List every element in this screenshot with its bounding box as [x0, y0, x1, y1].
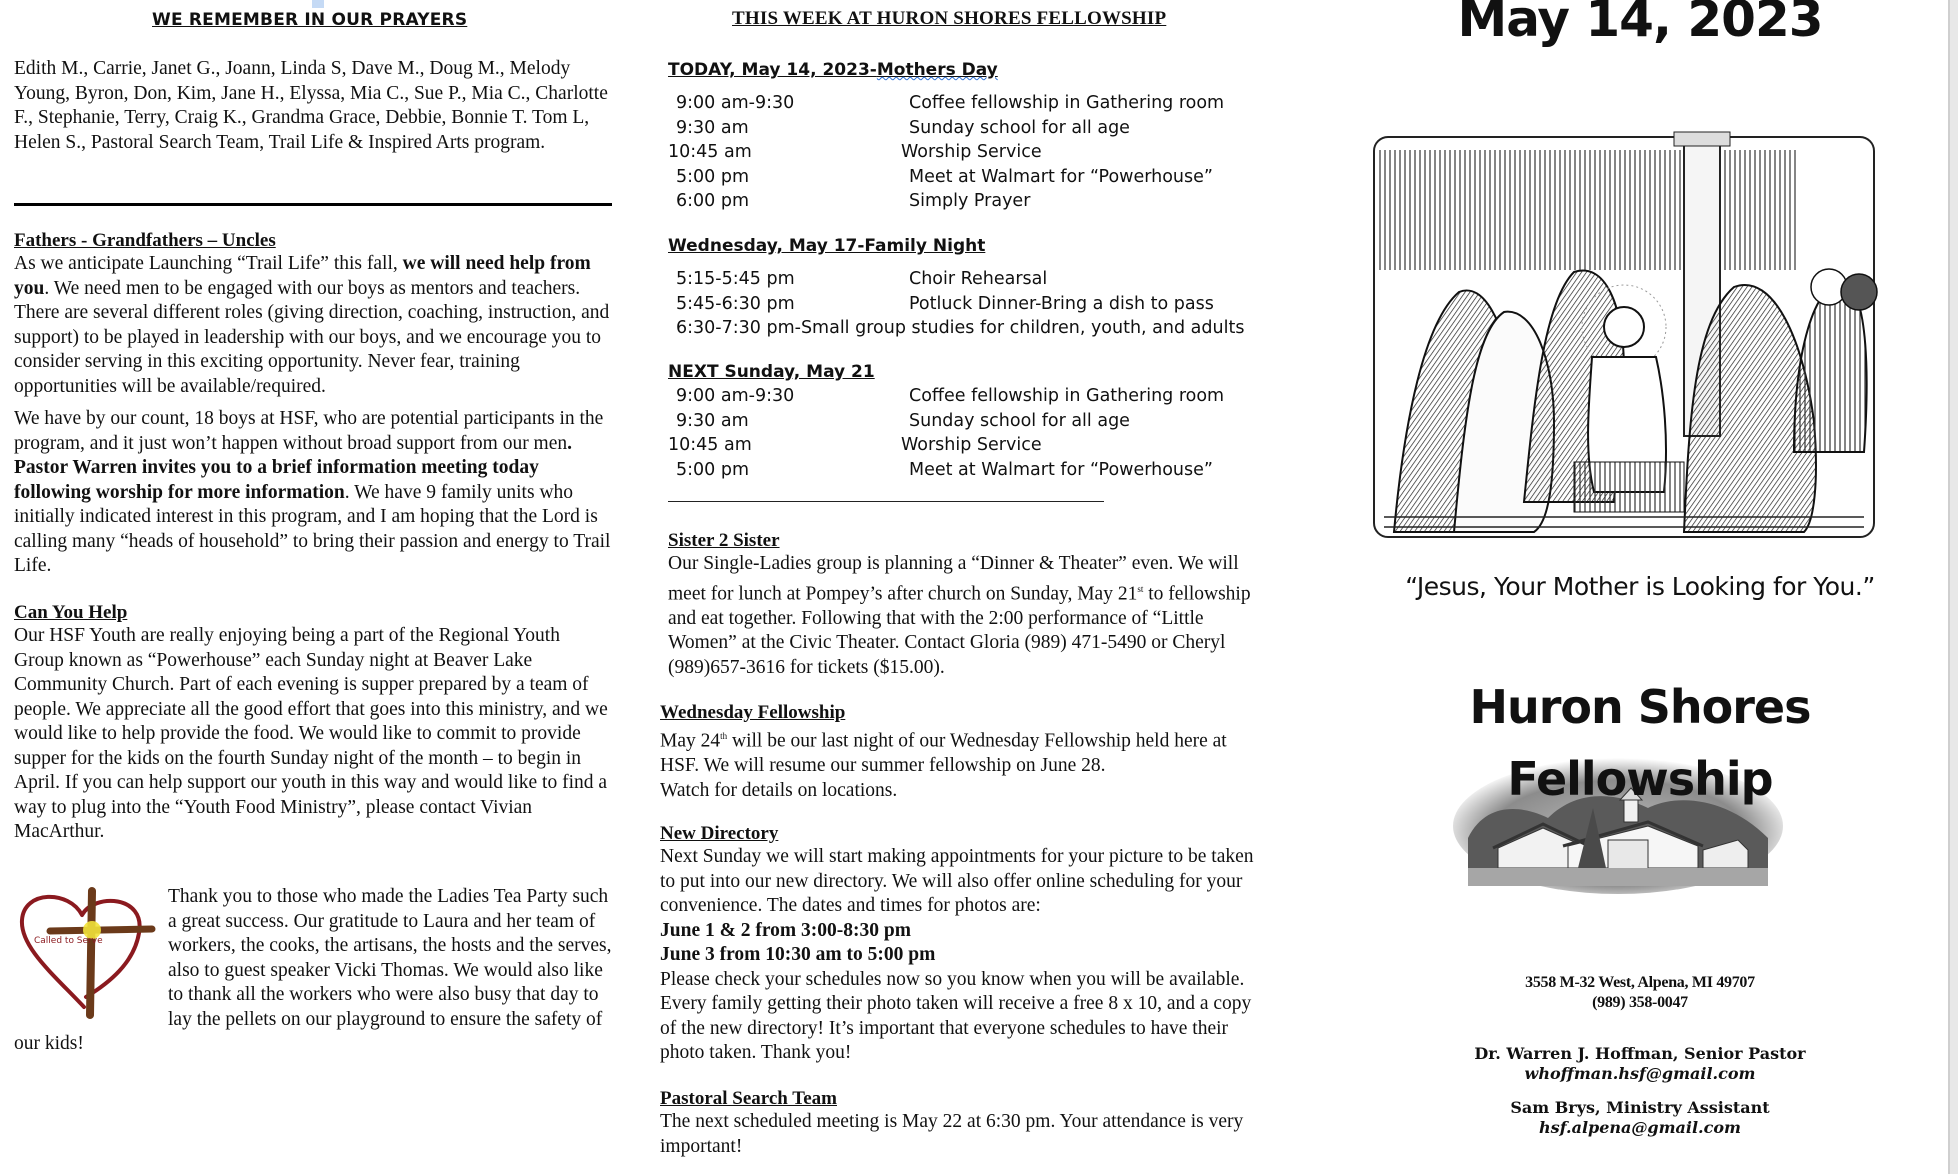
event: Meet at Walmart for “Powerhouse” [909, 459, 1213, 480]
pastor-block [1330, 1044, 1950, 1084]
time: 9:30 am [676, 117, 749, 138]
schedule-row [668, 93, 1224, 118]
schedule-row [668, 460, 1224, 485]
text: Our Single-Ladies group is planning a “Dinner & Theater” even. We will meet for lunch at Pompey’s after church on Sunday, May 21 [668, 553, 1239, 604]
photo-date-2: June 3 from 10:30 am to 5:00 pm [660, 944, 936, 965]
schedule-row [668, 142, 1224, 167]
today-schedule [668, 93, 1224, 216]
event: Coffee fellowship in Gathering room [909, 386, 1225, 406]
pastor-name: Dr. Warren J. Hoffman, Senior Pastor [1474, 1044, 1806, 1063]
spellcheck-text: Mothers Day [876, 60, 998, 80]
new-directory-body: Please check your schedules now so you know when you will be available. Every family getting their photo taken will receive a free 8 x 10, and a copy of the new directory! It’s important that everyone schedules to have their photo taken. Thank you! [660, 968, 1252, 1063]
engraving-image-icon [1364, 122, 1894, 552]
vertical-scrollbar[interactable] [1948, 0, 1958, 1174]
text: We have by our count, 18 boys at HSF, who are potential participants in the program, and it just won’t happen without broad support from our men [14, 408, 604, 454]
superscript: st [1137, 583, 1144, 594]
new-directory-section [660, 823, 1270, 1066]
next-sunday-heading: NEXT Sunday, May 21 [668, 362, 875, 382]
text: May 24 [660, 730, 721, 752]
sister-2-sister-heading: Sister 2 Sister [668, 530, 780, 551]
photo-date-1: June 1 & 2 from 3:00-8:30 pm [660, 919, 911, 941]
event: Potluck Dinner-Bring a dish to pass [909, 293, 1214, 314]
fathers-paragraph-1 [14, 252, 614, 399]
church-address: 3558 M-32 West, Alpena, MI 49707 [1525, 974, 1755, 991]
wednesday-schedule [668, 269, 1244, 343]
pastor-email[interactable]: whoffman.hsf@gmail.com [1524, 1064, 1756, 1083]
wednesday-fellowship-body [660, 724, 1270, 779]
thank-you-section [14, 885, 614, 1057]
time: 5:15-5:45 pm [676, 269, 795, 289]
text: TODAY, May 14, 2023- [668, 60, 877, 80]
wednesday-fellowship-note: Watch for details on locations. [660, 779, 898, 801]
bold-text: we will need help from you [14, 253, 591, 299]
can-you-help-section [14, 602, 614, 845]
time: 9:00 am-9:30 [676, 93, 795, 113]
assistant-email[interactable]: hsf.alpena@gmail.com [1539, 1118, 1741, 1137]
sermon-quote: “Jesus, Your Mother is Looking for You.” [1405, 572, 1875, 601]
wednesday-fellowship-heading: Wednesday Fellowship [660, 702, 846, 723]
this-week-heading: THIS WEEK AT HURON SHORES FELLOWSHIP [732, 8, 1167, 29]
fathers-paragraph-2 [14, 407, 614, 579]
address-block [1330, 973, 1950, 1013]
church-name-line-1: Huron Shores [1469, 680, 1811, 734]
thank-you-body: Thank you to those who made the Ladies Tea Party such a great success. Our gratitude to Laura and her team of workers, the cooks, the artisans, the hosts and the serves, also to guest speaker Vicki Thomas. We would also like to thank all the workers who were also busy that day to lay the pellets on our playground to ensure the safety of our kids! [14, 886, 612, 1054]
sister-2-sister-section [668, 530, 1268, 680]
event: Choir Rehearsal [909, 269, 1048, 289]
church-name-line-2: Fellowship [1507, 752, 1773, 806]
event: 6:30-7:30 pm-Small group studies for children, youth, and adults [676, 318, 1245, 338]
event: Sunday school for all age [909, 117, 1130, 138]
time: 10:45 am [668, 142, 752, 162]
schedule-row [668, 118, 1224, 143]
time: 5:45-6:30 pm [676, 293, 795, 314]
pastoral-search-heading: Pastoral Search Team [660, 1088, 837, 1109]
wednesday-fellowship-section [660, 702, 1270, 803]
new-directory-intro: Next Sunday we will start making appointments for your picture to be taken to put into our new directory. We will also offer online scheduling for your convenience. The dates and times for photos are: [660, 846, 1254, 916]
divider [668, 501, 1104, 502]
time: 9:30 am [676, 410, 749, 431]
can-you-help-heading: Can You Help [14, 602, 128, 623]
text: . We have 9 family units who initially indicated interest in this program, and I am hoping that the Lord is calling many “heads of household” to bring their passion and energy to Trail Life. [14, 481, 611, 576]
called-to-serve-logo [14, 885, 156, 1020]
bold-text: . Pastor Warren invites you to a brief information meeting today following worship for more information [14, 432, 573, 503]
event: Meet at Walmart for “Powerhouse” [909, 166, 1213, 187]
pastoral-search-section [660, 1088, 1270, 1159]
logo-text: Called to Serve [34, 936, 103, 946]
jesus-in-temple-illustration [1364, 122, 1894, 552]
schedule-row [668, 294, 1244, 319]
event: Worship Service [901, 142, 1042, 162]
text: will be our last night of our Wednesday Fellowship held here at HSF. We will resume our summer fellowship on June 28. [660, 730, 1227, 776]
church-phone: (989) 358-0047 [1592, 994, 1688, 1011]
time: 10:45 am [668, 435, 752, 455]
schedule-row [668, 435, 1224, 460]
fathers-section [14, 230, 614, 579]
heart-cross-icon [14, 885, 156, 1020]
schedule-row [668, 318, 1244, 343]
prayer-heading: WE REMEMBER IN OUR PRAYERS [152, 10, 468, 30]
wednesday-heading: Wednesday, May 17-Family Night [668, 236, 986, 256]
assistant-block [1330, 1098, 1950, 1138]
schedule-row [668, 269, 1244, 294]
new-directory-heading: New Directory [660, 823, 779, 844]
schedule-row [668, 386, 1224, 411]
today-heading [668, 60, 998, 80]
time: 9:00 am-9:30 [676, 386, 795, 406]
schedule-row [668, 411, 1224, 436]
assistant-name: Sam Brys, Ministry Assistant [1510, 1098, 1770, 1117]
schedule-row [668, 167, 1224, 192]
text: As we anticipate Launching “Trail Life” this fall, [14, 253, 403, 274]
bulletin-date: May 14, 2023 [1457, 0, 1823, 48]
text: . We need men to be engaged with our boys as mentors and teachers. There are several different roles (giving direction, coaching, instruction, and support) to be played in leadership with our boys, and we encourage you to consider serving in this exciting opportunity. Never fear, training opportunities will be available/required. [14, 277, 610, 397]
prayer-list: Edith M., Carrie, Janet G., Joann, Linda S, Dave M., Doug M., Melody Young, Byron, Don, Kim, Jane H., Elyssa, Mia C., Sue P., Mia C., Charlotte F., Stephanie, Terry, Craig K., Grandma Grace, Debbie, Bonnie T. Tom L, Helen S., Pastoral Search Team, Trail Life & Inspired Arts program. [14, 58, 608, 153]
event: Simply Prayer [909, 191, 1031, 211]
selection-marker [312, 0, 324, 8]
event: Sunday school for all age [909, 410, 1130, 431]
event: Worship Service [901, 435, 1042, 455]
time: 5:00 pm [676, 459, 750, 480]
text: to fellowship and eat together. Following that with the 2:00 performance of “Little Women” at the Civic Theater. Contact Gloria (989) 471-5490 or Cheryl (989)657-3616 for tickets ($15.00). [668, 583, 1251, 678]
time: 5:00 pm [676, 166, 750, 187]
can-you-help-body: Our HSF Youth are really enjoying being a part of the Regional Youth Group known as “Powerhouse” each Sunday night at Beaver Lake Community Church. Part of each evening is supper prepared by a team of people. We appreciate all the good effort that goes into this ministry, and we would like to help provide the food. We would like to commit to provide supper for the kids on the fourth Sunday night of the month – to begin in April. If you can help support our youth in this way and would like to find a way to plug into the “Youth Food Ministry”, please contact Vivian MacArthur. [14, 625, 608, 842]
next-sunday-schedule [668, 386, 1224, 484]
schedule-row [668, 191, 1224, 216]
sister-2-sister-body [668, 552, 1268, 680]
time: 6:00 pm [676, 191, 750, 211]
fathers-heading: Fathers - Grandfathers – Uncles [14, 230, 276, 251]
divider [14, 203, 612, 206]
event: Coffee fellowship in Gathering room [909, 93, 1225, 113]
pastoral-search-body: The next scheduled meeting is May 22 at 6:30 pm. Your attendance is very important! [660, 1111, 1244, 1157]
superscript: th [720, 731, 728, 741]
